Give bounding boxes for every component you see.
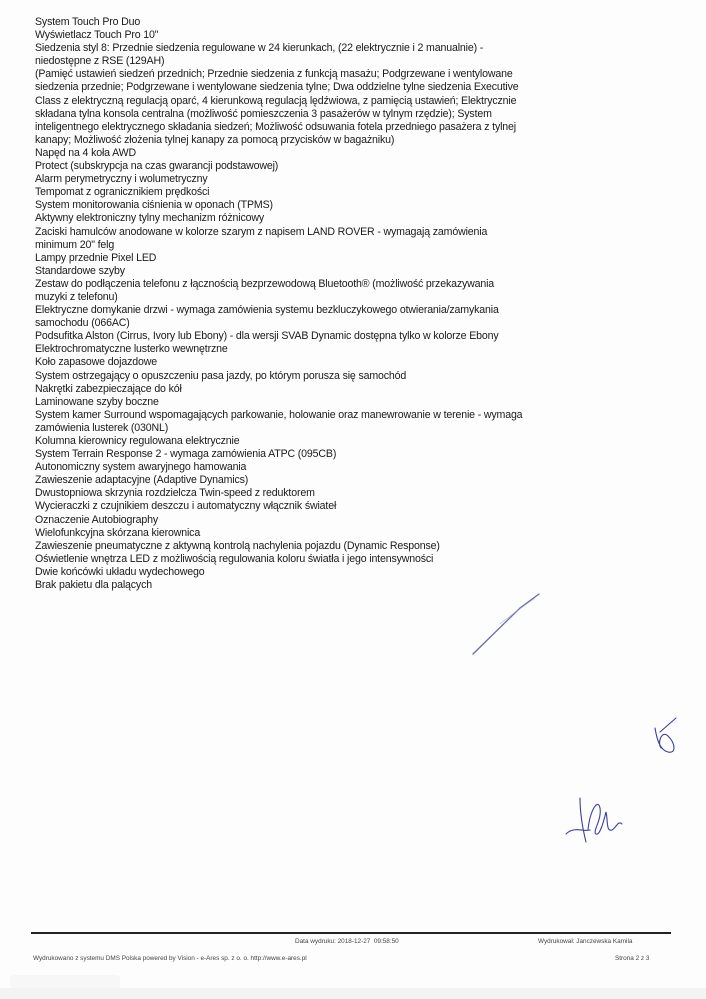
document-line: Wyświetlacz Touch Pro 10" bbox=[35, 29, 159, 42]
document-line: muzyki z telefonu) bbox=[35, 290, 118, 303]
document-line: siedzenia przednie; Podgrzewane i wentylowane siedzenia tylne; Dwa oddzielne tylne siedzenia Executive bbox=[35, 81, 519, 94]
document-line: Kolumna kierownicy regulowana elektrycznie bbox=[35, 435, 240, 447]
document-line: Standardowe szyby bbox=[35, 264, 125, 277]
document-line: System ostrzegający o opuszczeniu pasa jazdy, po którym porusza się samochód bbox=[35, 369, 407, 382]
document-line: kanapy; Możliwość złożenia tylnej kanapy za pomocą przycisków w bagażniku) bbox=[35, 133, 395, 146]
print-date: Data wydruku: 2018-12-27 09:58:50 bbox=[295, 938, 399, 945]
document-line: Nakrętki zabezpieczające do kół bbox=[35, 382, 182, 395]
handwritten-signature bbox=[560, 790, 640, 850]
document-line: zamówienia lusterek (030NL) bbox=[35, 421, 169, 434]
system-note: Wydrukowano z systemu DMS Polska powered by Vision - e-Ares sp. z o. o. http://www.e-ares.pl bbox=[33, 955, 307, 962]
footer-divider bbox=[31, 932, 671, 934]
equipment-list bbox=[35, 16, 555, 592]
document-line: System Touch Pro Duo bbox=[35, 16, 141, 28]
document-line: Oznaczenie Autobiography bbox=[35, 513, 159, 526]
document-line: Dwustopniowa skrzynia rozdzielcza Twin-speed z reduktorem bbox=[35, 487, 315, 500]
document-line: Zawieszenie adaptacyjne (Adaptive Dynamics) bbox=[35, 474, 249, 487]
scan-edge bbox=[0, 988, 706, 999]
document-line: Laminowane szyby boczne bbox=[35, 395, 159, 408]
document-line: Protect (subskrypcja na czas gwarancji podstawowej) bbox=[35, 160, 279, 173]
document-line: Wycieraczki z czujnikiem deszczu i automatyczny włącznik świateł bbox=[35, 500, 337, 513]
document-line: Elektryczne domykanie drzwi - wymaga zamówienia systemu bezkluczykowego otwierania/zamykania bbox=[35, 304, 499, 317]
document-line: System kamer Surround wspomagających parkowanie, holowanie oraz manewrowanie w terenie - wymaga bbox=[35, 408, 523, 421]
document-line: składana tylna konsola centralna (możliwość pomieszczenia 3 pasażerów w tylnym rzędzie); System bbox=[35, 107, 492, 120]
document-line: Oświetlenie wnętrza LED z możliwością regulowania koloru światła i jego intensywności bbox=[35, 552, 434, 565]
document-line: minimum 20" felg bbox=[35, 238, 115, 251]
document-line: niedostępne z RSE (129AH) bbox=[35, 55, 165, 68]
document-line: Elektrochromatyczne lusterko wewnętrzne bbox=[35, 343, 228, 356]
document-line: Autonomiczny system awaryjnego hamowania bbox=[35, 461, 247, 474]
page-number: Strona 2 z 3 bbox=[615, 955, 650, 962]
document-line: Napęd na 4 koła AWD bbox=[35, 146, 136, 159]
document-line: System monitorowania ciśnienia w oponach (TPMS) bbox=[35, 199, 273, 212]
watermark-logo bbox=[10, 975, 120, 989]
document-line: Podsufitka Alston (Cirrus, Ivory lub Ebony) - dla wersji SVAB Dynamic dostępna tylko w kolorze Ebony bbox=[35, 330, 499, 343]
document-line: Lampy przednie Pixel LED bbox=[35, 251, 157, 264]
pen-stroke-mark bbox=[465, 580, 545, 660]
document-line: samochodu (066AC) bbox=[35, 317, 130, 330]
document-line: Class z elektryczną regulacją oparć, 4 kierunkową regulacją lędźwiowa, z pamięcią ustawień; Elektrycznie bbox=[35, 94, 517, 107]
printed-by: Wydrukował: Janczewska Kamila bbox=[538, 938, 633, 945]
document-line: Koło zapasowe dojazdowe bbox=[35, 356, 157, 369]
document-line: (Pamięć ustawień siedzeń przednich; Przednie siedzenia z funkcją masażu; Podgrzewane i wentylowane bbox=[35, 68, 513, 81]
document-line: Siedzenia styl 8: Przednie siedzenia regulowane w 24 kierunkach, (22 elektrycznie i 2 manualnie) - bbox=[35, 42, 484, 55]
document-line: Dwie końcówki układu wydechowego bbox=[35, 565, 205, 578]
document-line: Zawieszenie pneumatyczne z aktywną kontrolą nachylenia pojazdu (Dynamic Response) bbox=[35, 539, 440, 552]
document-line: Alarm perymetryczny i wolumetryczny bbox=[35, 173, 208, 186]
document-line: Wielofunkcyjna skórzana kierownica bbox=[35, 526, 201, 539]
document-line: inteligentnego elektrycznego składania siedzeń; Możliwość odsuwania fotela przedniego pasażera z tylnej bbox=[35, 120, 516, 133]
document-line: Zaciski hamulców anodowane w kolorze szarym z napisem LAND ROVER - wymagają zamówienia bbox=[35, 225, 488, 238]
document-line: Tempomat z ogranicznikiem prędkości bbox=[35, 186, 210, 199]
document-line: Brak pakietu dla palących bbox=[35, 579, 152, 592]
initials-signature bbox=[648, 712, 688, 757]
document-line: Zestaw do podłączenia telefonu z łącznością bezprzewodową Bluetooth® (możliwość przekazywania bbox=[35, 277, 495, 290]
document-line: System Terrain Response 2 - wymaga zamówienia ATPC (095CB) bbox=[35, 448, 337, 461]
document-line: Aktywny elektroniczny tylny mechanizm różnicowy bbox=[35, 212, 265, 225]
